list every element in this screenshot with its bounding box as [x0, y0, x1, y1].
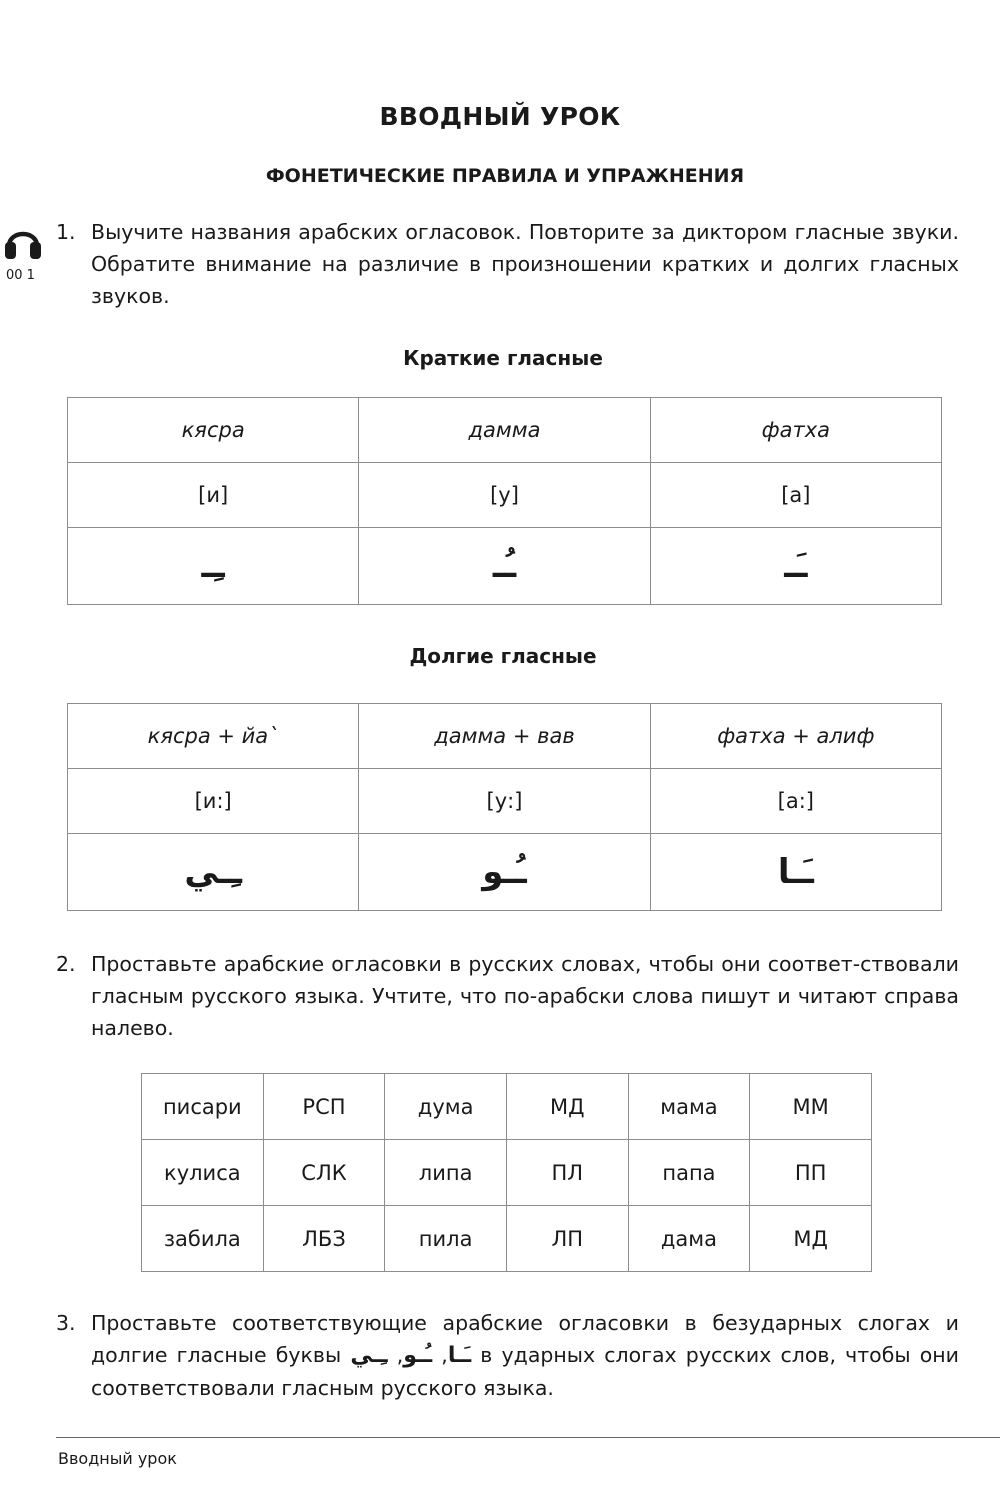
footer-divider — [56, 1437, 1000, 1438]
vowel-glyph-cell — [650, 834, 941, 911]
arabic-glyph: ـُـ — [492, 546, 517, 586]
arabic-glyph: ـَـا — [447, 1343, 472, 1368]
task-1 — [56, 216, 959, 312]
vowel-name: дамма + вав — [359, 704, 650, 769]
table-row — [142, 1206, 872, 1272]
arabic-glyph: ـِـي — [184, 852, 242, 892]
table-row — [68, 528, 942, 605]
arabic-glyph: ـُـو — [403, 1343, 433, 1368]
long-vowels-table — [67, 703, 942, 911]
vowel-glyph-cell — [68, 834, 359, 911]
vowel-glyph-cell — [359, 834, 650, 911]
page-title: ВВОДНЫЙ УРОК — [379, 102, 621, 131]
table-cell: мама — [628, 1074, 750, 1140]
table-row — [68, 398, 942, 463]
headphones-icon — [4, 222, 42, 262]
vowel-name: фатха — [650, 398, 941, 463]
vowel-sound: [а] — [650, 463, 941, 528]
vowel-name: дамма — [359, 398, 650, 463]
table-cell: МД — [506, 1074, 628, 1140]
table-cell: ПЛ — [506, 1140, 628, 1206]
task-number: 1. — [56, 220, 76, 244]
separator: , — [396, 1343, 404, 1367]
table-cell: ЛП — [506, 1206, 628, 1272]
table-cell: папа — [628, 1140, 750, 1206]
vowel-name: кясра + йа` — [68, 704, 359, 769]
vowel-sound: [у:] — [359, 769, 650, 834]
task-number: 2. — [56, 952, 76, 976]
task-text: Выучите названия арабских огласовок. Повторите за диктором гласные звуки. Обратите внимание на различие в произношении кратких и долгих гласных звуков. — [91, 220, 959, 308]
arabic-glyph: ـُـو — [482, 852, 527, 892]
audio-track-number: 00 1 — [6, 268, 35, 283]
table-cell: липа — [385, 1140, 507, 1206]
vowel-name: кясра — [68, 398, 359, 463]
task-number: 3. — [56, 1311, 76, 1335]
task-text-part: Проставьте соответствующие арабские огласовки в безударных слогах и долгие гласные буквы — [91, 1311, 959, 1367]
table-row — [142, 1140, 872, 1206]
table-cell: писари — [142, 1074, 264, 1140]
vowel-sound: [и:] — [68, 769, 359, 834]
separator: , — [441, 1343, 448, 1367]
vowel-name: фатха + алиф — [650, 704, 941, 769]
table-cell: ММ — [750, 1074, 872, 1140]
table-row — [142, 1074, 872, 1140]
table-cell: дума — [385, 1074, 507, 1140]
task-3 — [56, 1307, 959, 1404]
vowel-sound: [а:] — [650, 769, 941, 834]
task-text: Проставьте арабские огласовки в русских словах, чтобы они соответ-ствовали гласным русского языка. Учтите, что по-арабски слова пишут и читают справа налево. — [91, 952, 959, 1040]
task-2 — [56, 948, 959, 1044]
table-cell: кулиса — [142, 1140, 264, 1206]
footer-label: Вводный урок — [58, 1449, 177, 1468]
vowel-glyph-cell — [68, 528, 359, 605]
table-cell: МД — [750, 1206, 872, 1272]
short-vowels-table — [67, 397, 942, 605]
task-text-part: в ударных слогах русских слов, чтобы они соответствовали гласным русского языка. — [91, 1343, 959, 1400]
vowel-sound: [у] — [359, 463, 650, 528]
long-vowels-caption: Долгие гласные — [409, 644, 597, 668]
vowel-sound: [и] — [68, 463, 359, 528]
audio-marker — [4, 222, 46, 292]
arabic-glyph: ـِـي — [350, 1343, 388, 1368]
vowel-glyph-cell — [650, 528, 941, 605]
table-cell: ПП — [750, 1140, 872, 1206]
table-cell: пила — [385, 1206, 507, 1272]
table-cell: СЛК — [263, 1140, 385, 1206]
arabic-glyph: ـَـا — [777, 852, 814, 892]
table-cell: дама — [628, 1206, 750, 1272]
table-cell: забила — [142, 1206, 264, 1272]
task-text — [91, 1307, 959, 1404]
arabic-glyph: ـِـ — [201, 546, 225, 586]
table-row — [68, 834, 942, 911]
table-row — [68, 769, 942, 834]
page-subtitle: ФОНЕТИЧЕСКИЕ ПРАВИЛА И УПРАЖНЕНИЯ — [265, 165, 745, 187]
arabic-glyph: ـَـ — [784, 546, 808, 586]
short-vowels-caption: Краткие гласные — [403, 346, 603, 370]
table-cell: ЛБЗ — [263, 1206, 385, 1272]
table-cell: РСП — [263, 1074, 385, 1140]
words-table — [141, 1073, 872, 1272]
vowel-glyph-cell — [359, 528, 650, 605]
table-row — [68, 463, 942, 528]
table-row — [68, 704, 942, 769]
